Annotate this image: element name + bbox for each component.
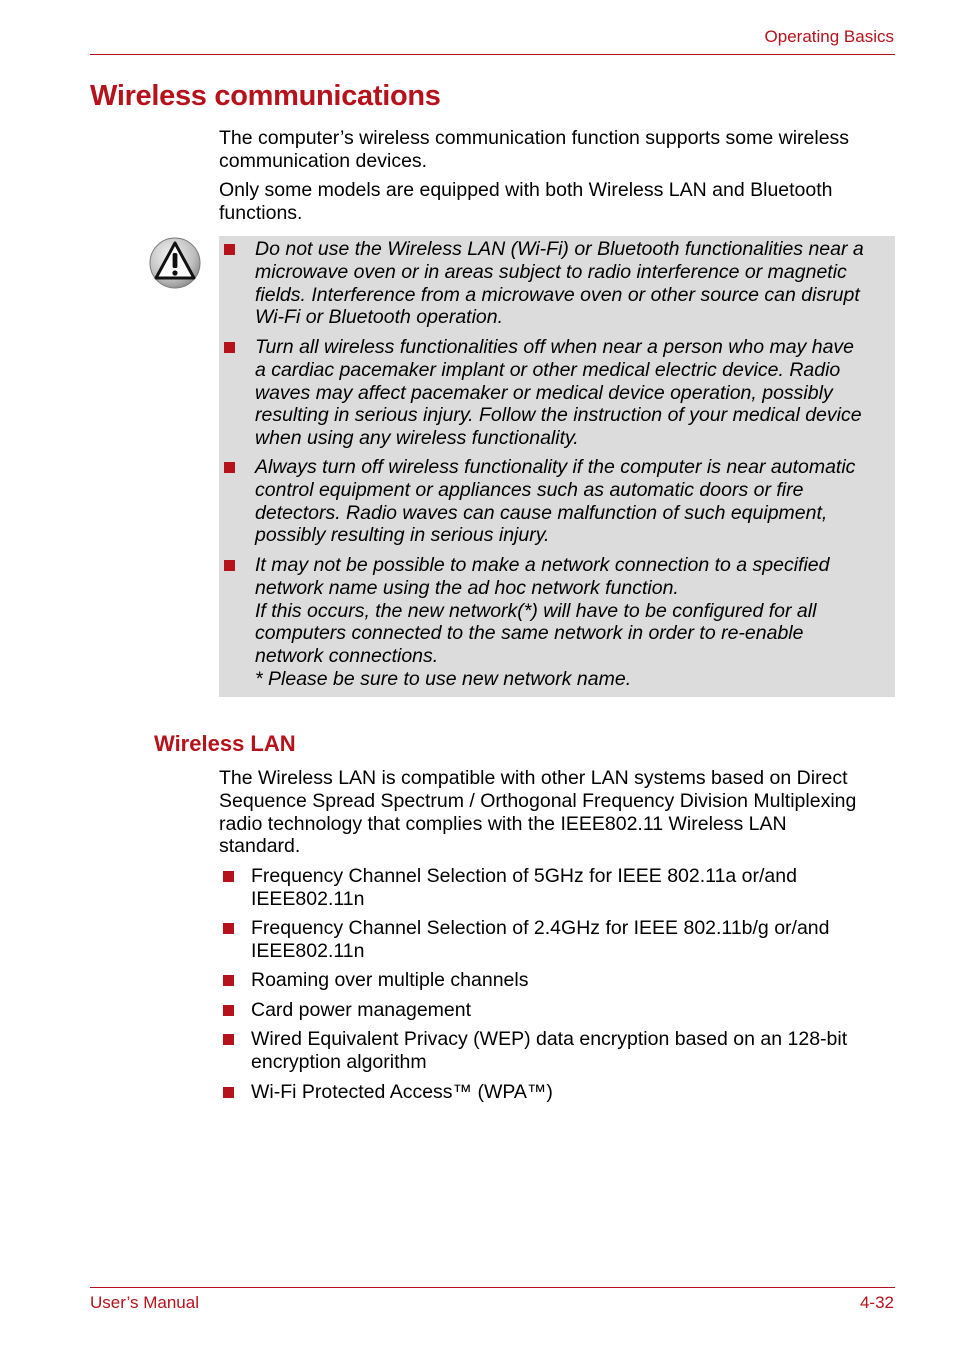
header-rule: [90, 54, 895, 55]
square-bullet-icon: [223, 1034, 234, 1045]
list-item: Frequency Channel Selection of 2.4GHz for IEEE 802.11b/g or/and IEEE802.11n: [251, 917, 891, 963]
square-bullet-icon: [223, 975, 234, 986]
footer-rule: [90, 1287, 895, 1288]
warning-item-2: Turn all wireless functionalities off when near a person who may have a cardiac pacemaker implant or other medical electric device. Radio waves may affect pacemaker or medical device operation, possibly resulting in serious injury. Follow the instruction of your medical device when using any wireless functionality.: [255, 336, 891, 450]
warning-triangle-icon: [149, 237, 201, 289]
list-item: Frequency Channel Selection of 5GHz for IEEE 802.11a or/and IEEE802.11n: [251, 865, 891, 911]
square-bullet-icon: [223, 1087, 234, 1098]
list-item: Roaming over multiple channels: [251, 969, 891, 992]
list-item: Wired Equivalent Privacy (WEP) data encryption based on an 128-bit encryption algorithm: [251, 1028, 891, 1074]
warning-box: [219, 236, 895, 697]
intro-paragraph-2: Only some models are equipped with both Wireless LAN and Bluetooth functions.: [219, 179, 833, 224]
footer-manual-title: User’s Manual: [90, 1293, 199, 1312]
list-item: Card power management: [251, 999, 891, 1022]
square-bullet-icon: [223, 923, 234, 934]
square-bullet-icon: [223, 871, 234, 882]
page-number: 4-32: [859, 1293, 894, 1312]
running-header: Operating Basics: [764, 27, 894, 46]
square-bullet-icon: [224, 342, 235, 353]
warning-item-4: It may not be possible to make a network connection to a specified network name using the ad hoc network function. If this occurs, the new network(*) will have to be configured for all computers connected to the same network in order to re-enable network connections. * Please be sure to use new network name.: [255, 554, 891, 691]
list-item: Wi-Fi Protected Access™ (WPA™): [251, 1081, 891, 1104]
warning-item-3: Always turn off wireless functionality if the computer is near automatic control equipment or appliances such as automatic doors or fire detectors. Radio waves can cause malfunction of such equipment, possibly resulting in serious injury.: [255, 456, 891, 547]
square-bullet-icon: [224, 462, 235, 473]
page-title: Wireless communications: [90, 80, 441, 112]
square-bullet-icon: [224, 244, 235, 255]
section-title-wireless-lan: Wireless LAN: [154, 731, 296, 756]
warning-item-1: Do not use the Wireless LAN (Wi-Fi) or Bluetooth functionalities near a microwave oven or in areas subject to radio interference or magnetic fields. Interference from a microwave oven or other source can disrupt Wi-Fi or Bluetooth operation.: [255, 238, 891, 329]
square-bullet-icon: [223, 1005, 234, 1016]
intro-paragraph-1: The computer’s wireless communication function supports some wireless communication devices.: [219, 127, 850, 172]
square-bullet-icon: [224, 560, 235, 571]
wireless-lan-description: The Wireless LAN is compatible with other LAN systems based on Direct Sequence Spread Spectrum / Orthogonal Frequency Division Multiplexing radio technology that complies with the IEEE802.11 Wireless LAN standard.: [219, 767, 857, 858]
